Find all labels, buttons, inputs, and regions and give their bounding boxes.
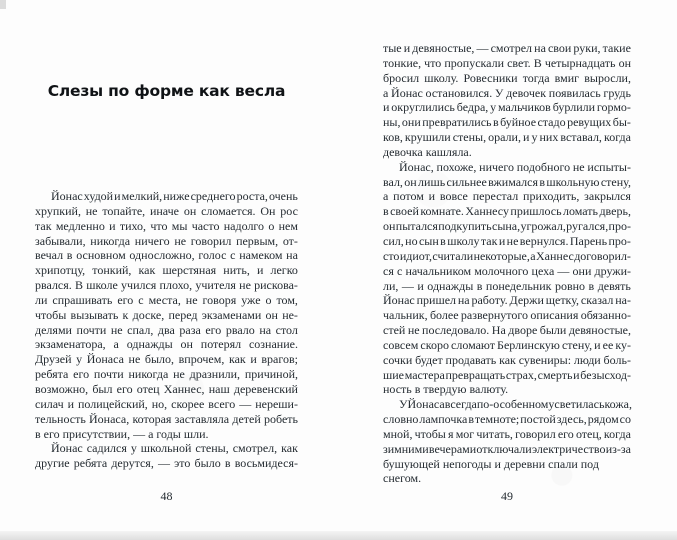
text-line: ли спрашивать его с места, не говоря уже о том, (35, 292, 298, 307)
text-line: ся с начальником молочного цеха — они дружи- (383, 263, 631, 278)
text-line: и округлились бедра, у мальчиков бурлили гормо- (383, 100, 631, 115)
text-line: в своей комнате. Ханнесу пришлось ломать дверь, (383, 204, 631, 219)
page-number-right: 49 (501, 489, 513, 503)
scan-corner-artifact (0, 0, 6, 9)
text-line: сочки будет продавать как сувениры: люди боль- (383, 352, 631, 367)
text-line: сто идиот, считали некоторые, а Ханнес договорил- (383, 248, 631, 263)
text-line: сил, но сын в школу так и не вернулся. Парень про- (383, 233, 631, 248)
text-line: рвался. В школе учился плохо, учителя не рискова- (35, 278, 298, 293)
text-line: У Йонаса всегда по-особенному светилась кожа, (399, 397, 632, 412)
text-line: бушующей непогоды и деревни спали под снегом. (383, 456, 599, 486)
text-line: тые и девяностые, — смотрел на свои руки, такие (383, 41, 631, 55)
text-line: а потом и вовсе перестал приходить, закрылся (383, 189, 631, 204)
text-line: совсем скоро сломают Берлинскую стену, и ее ку- (383, 337, 631, 352)
text-line: Йонас, похоже, ничего подобного не испыты- (399, 159, 631, 174)
text-line: шие мастера превращать страх, смерть и безысход- (383, 367, 631, 382)
text-line: Йонас худой и мелкий, ниже среднего роста, очень (51, 189, 298, 203)
text-line: стей не последовало. На дворе были девяностые, (383, 323, 631, 338)
text-line: хрипотцу, тонкий, как шерстяная нить, и легко (35, 263, 298, 278)
left-page-text (35, 189, 298, 471)
text-line: так медленно и тихо, что мы часто надолго о нем (35, 218, 298, 233)
text-line: чальник, более развернутого описания обязанно- (383, 308, 631, 323)
text-line: мной, чтобы я мог читать, говорил его отец, когда (383, 426, 631, 441)
chapter-title: Слезы по форме как весла (47, 82, 286, 100)
text-line: а Йонас остановился. У девочек появилась грудь (383, 85, 631, 100)
page-bottom-edge (0, 531, 677, 540)
text-line: он пытался подкупить сына, угрожал, ругался, про- (383, 219, 631, 234)
text-line: ребята его почти никогда не дразнили, причиной, (35, 367, 298, 382)
page-number-left: 48 (160, 489, 173, 503)
text-line: ли, — и однажды в понедельник ровно в девять (383, 278, 631, 293)
text-line: делями почти не спал, два раза его рвало на стол (35, 322, 298, 337)
text-line: чтобы вызывать к доске, перед экзаменами он не- (35, 307, 298, 322)
text-line: девочка кашляла. (383, 144, 472, 159)
text-line: Йонас пришел на работу. Держи щетку, сказал на- (383, 293, 631, 308)
text-line: зимними вечерами отключали электричество из-за (383, 441, 631, 456)
text-line: возможно, был его отец Ханнес, наш деревенский (35, 381, 298, 396)
text-line: хрупкий, не топайте, иначе он сломается. Он рос (35, 203, 298, 218)
text-line: словно лампочка в темноте; постой здесь, рядом со (383, 412, 631, 427)
text-line: бросил школу. Ровесники тогда вмиг выросли, (383, 70, 631, 85)
text-line: тонкие, что пропускали свет. В четырнадцать он (383, 55, 631, 70)
text-line: силач и полицейский, но, скорее всего — нереши- (35, 396, 298, 411)
text-line: экзаменатора, а однажды он потерял сознание. (35, 337, 298, 352)
text-line: ков, крушили стены, орали, и у них вставал, когда (383, 130, 631, 145)
text-line: Друзей у Йонаса не было, впрочем, как и врагов; (35, 352, 298, 367)
text-line: в его присутствии, — а годы шли. (35, 426, 209, 441)
text-line: забывали, никогда ничего не говорил первым, от- (35, 233, 298, 248)
text-line: ность в твердую валюту. (383, 382, 509, 397)
text-line: ны, они превратились в буйное стадо ревущих бы- (383, 115, 631, 130)
text-line: тельность Йонаса, которая заставляла детей робеть (35, 411, 298, 426)
text-line: вал, он лишь сильнее вжимался в школьную стену, (383, 174, 631, 189)
text-line: Йонас садился у школьной стены, смотрел, как (51, 441, 298, 456)
text-line: другие ребята дерутся, — это было в восьмидеся- (35, 456, 298, 471)
right-page-text (383, 41, 632, 486)
text-line: вечал в основном односложно, голос с намеком на (35, 248, 298, 263)
